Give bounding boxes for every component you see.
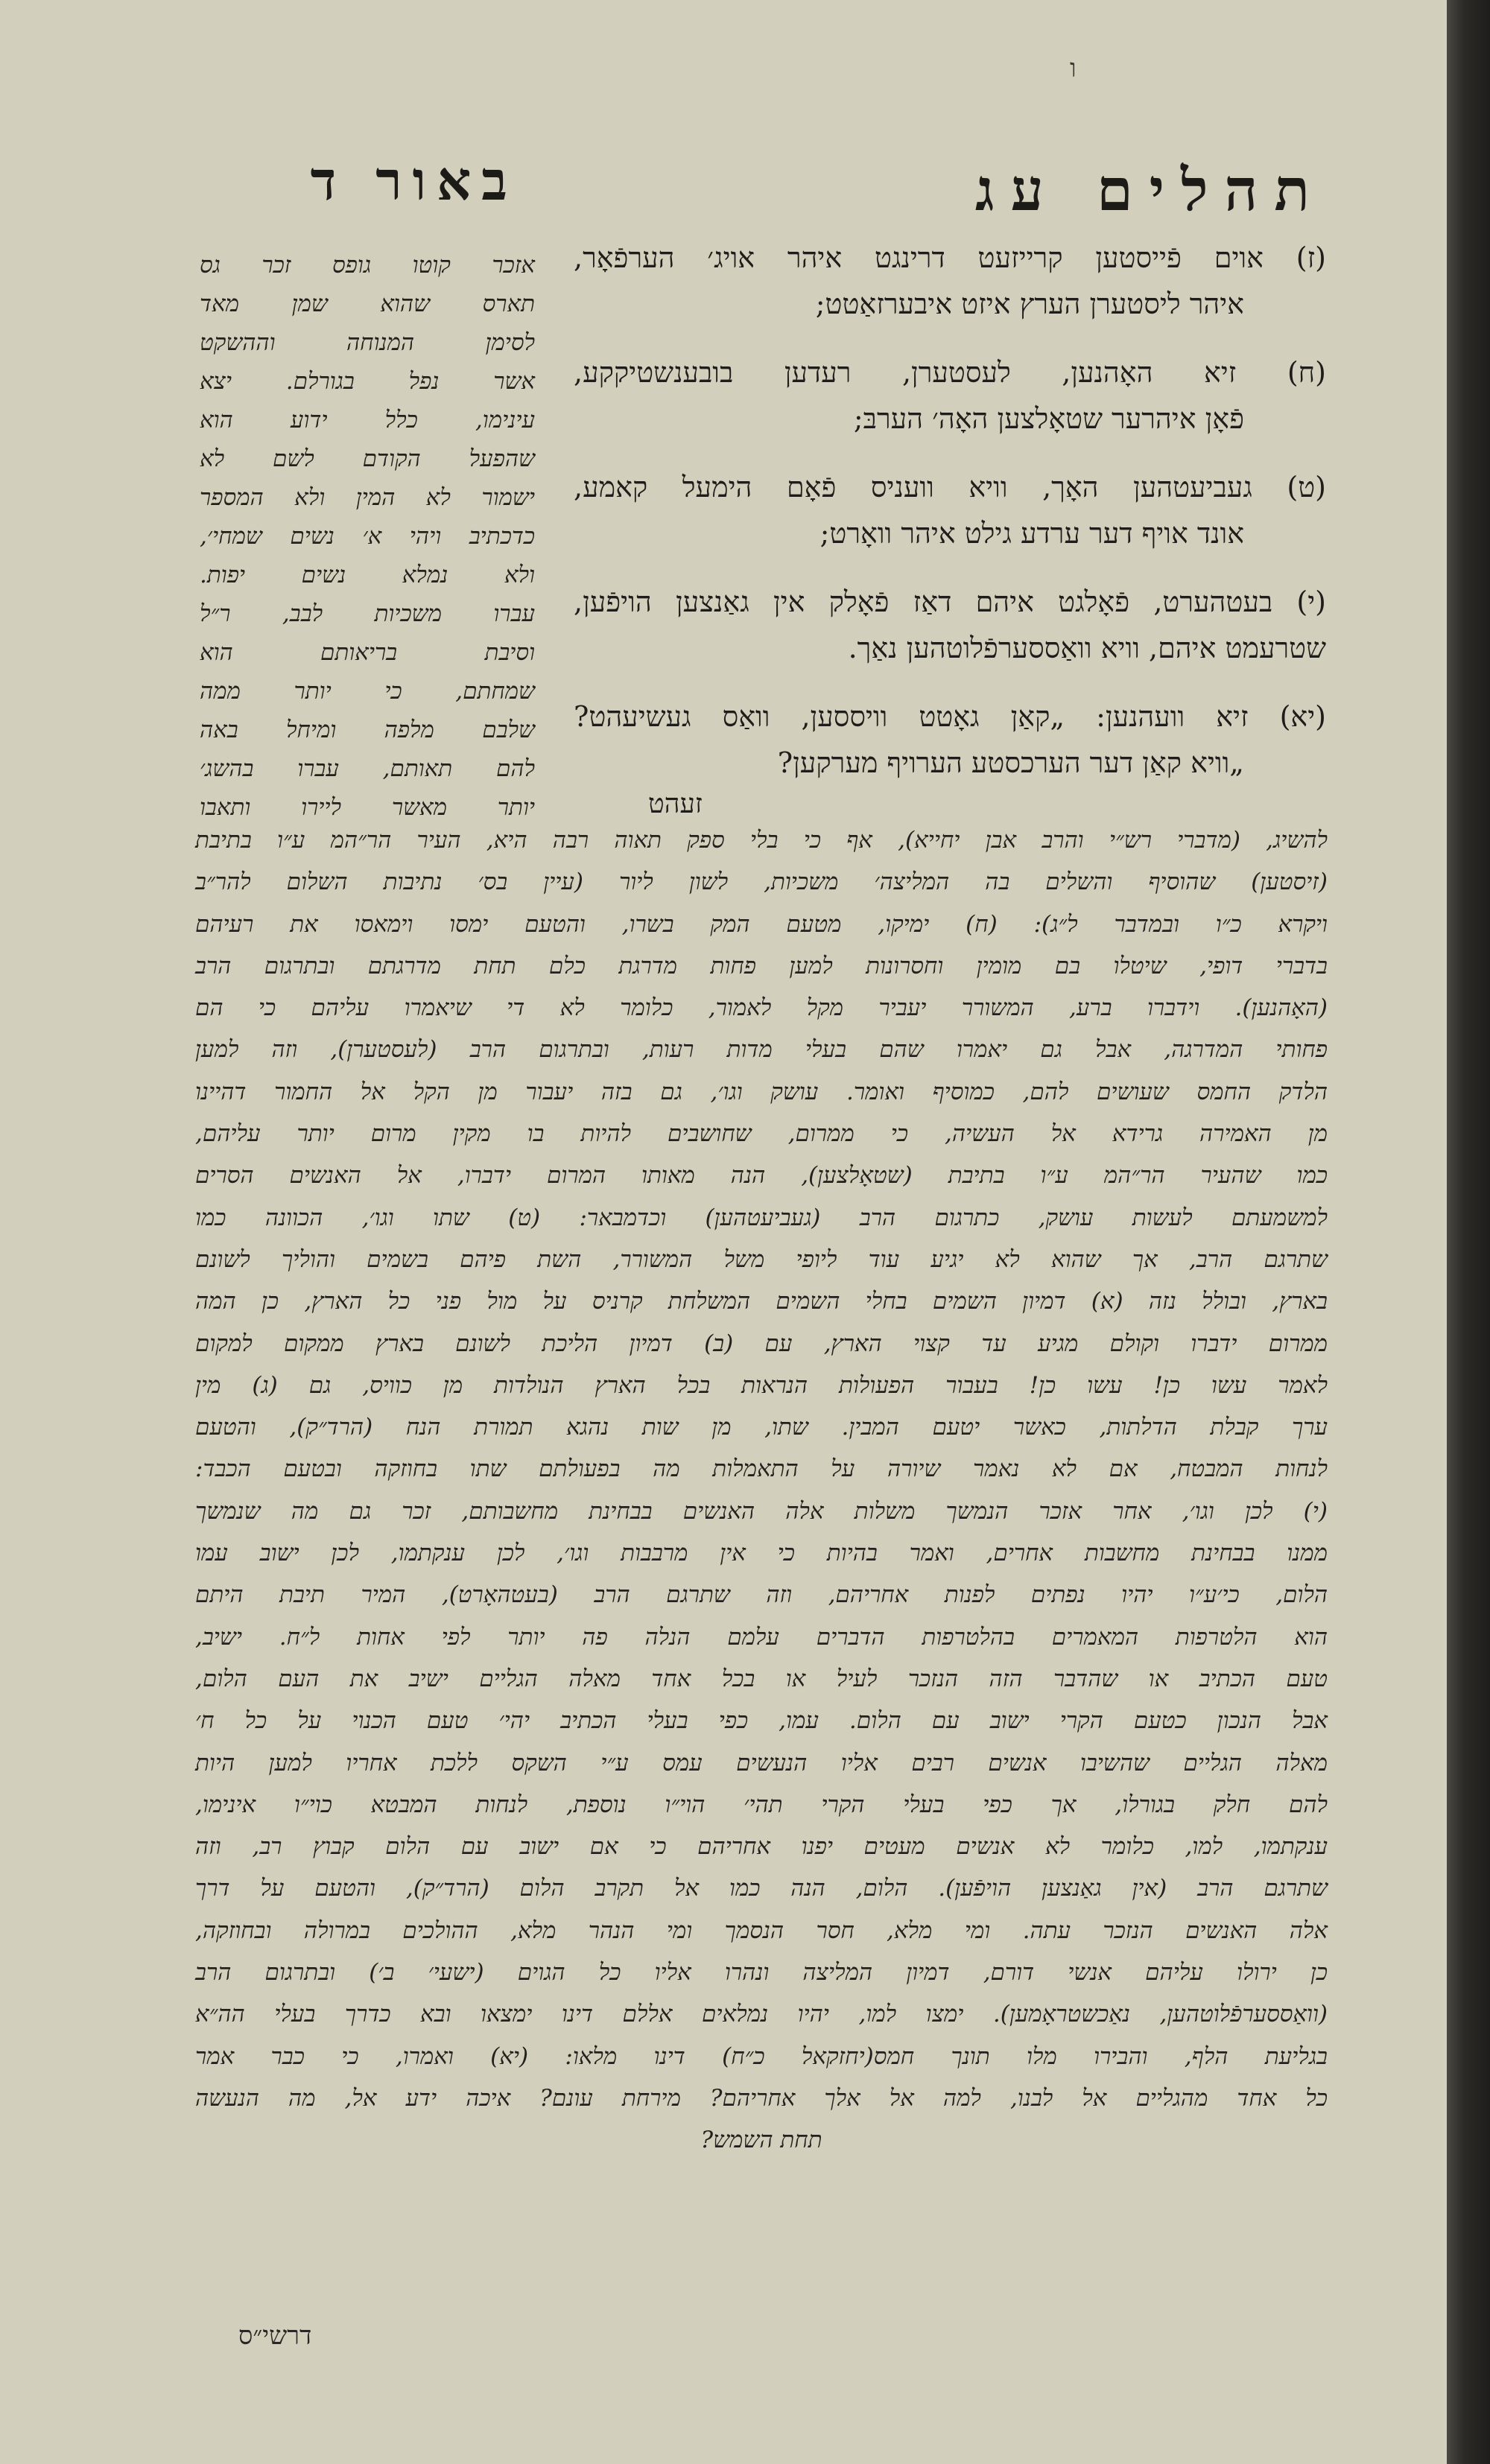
side-line: כדכתיב ויהי א׳ נשים שמחי׳,: [200, 523, 535, 550]
commentary-line: הלדק החמס שעושים להם, כמוסיף ואומר. עושק וגו׳, גם בזה יעבור מן הקל אל החמור דהיינו: [195, 1078, 1328, 1105]
commentary-line: ממנו בבחינת מחשבות אחרים, ואמר בהיות כי אין מרבבות וגו׳, לכן ענקתמו, לכן ישוב עמו: [195, 1540, 1328, 1567]
verse-line: (יא) זיא וועהנען: „קאַן גאָטט וויססען, וואַס געשיעהט?: [574, 700, 1326, 733]
commentary-line: כמו שהעיר הר״המ ע״ו בתיבת (שטאָלצען), הנה מאותו המרום ידברו, אל האנשים הסרים: [195, 1162, 1328, 1190]
commentary-line: להשיג, (מדברי רש״י והרב אבן יחייא), אף כי בלי ספק תאוה רבה היא, העיר הר״המ ע״ו בתיבת: [195, 827, 1328, 854]
commentary-line: לנחות המבטח, אם לא נאמר שיורה על התאמלות מה בפעולתם שתו בחוזקה ובטעם הכבד:: [195, 1455, 1328, 1483]
commentary-line: ממרום ידברו וקולם מגיע עד קצוי הארץ, עם (ב) דמיון הליכת לשונם בארץ ממקום למקום: [195, 1330, 1328, 1357]
side-line: להם תאותם, עברו בהשג׳: [200, 755, 535, 782]
verse-line: איהר ליסטערן הערץ איזט איבערזאַטט;: [815, 288, 1244, 320]
side-line: שמחתם, כי יותר ממה: [200, 678, 535, 705]
verse-line: (ט) געביעטהען האָך, וויא וועניס פֿאָם הימעל קאמע,: [574, 471, 1326, 504]
side-line: לסימן המנוחה והה‫שקט: [200, 329, 535, 356]
side-line: ישמור לא המין ולא המספר: [200, 484, 535, 511]
verse-line: (ז) אוים פֿייסטען קרייזעט דרינגט איהר אויג׳ הערפֿאָר,: [574, 241, 1326, 274]
main-commentary: [195, 819, 1328, 2162]
verse-line: (י) בעטהערט, פֿאָלגט איהם דאַז פֿאָלק אין גאַנצען הויפֿען,: [574, 585, 1326, 618]
page-top-mark: ו: [1070, 54, 1077, 83]
verse-line: פֿאָן איהרער שטאָלצען האָה׳ הערבּ;: [853, 402, 1244, 435]
page-edge-shadow: [1447, 0, 1490, 2464]
commentary-line: בארץ, ובולל נזה (א) דמיון השמים בחלי השמים המשלחת קרניס על מול פני כל הארץ, כן המה: [195, 1288, 1328, 1315]
commentary-line: ויקרא כ״ו ובמדבר ל״ג): (ח) ימיקו, מטעם המק בשרו, והטעם ימסו וימאסו את רעיהם: [195, 910, 1328, 938]
commentary-line: ענקתמו, למו, כלומר לא אנשים מעטים יפנו אחריהם כי אם ישוב עם הלום קבוץ רב, וזה: [195, 1833, 1328, 1861]
side-line: אזכר קוטו גופס זכר גס: [200, 252, 535, 279]
commentary-line: אלה האנשים הנזכר עתה. ומי מלא, חסר הנסמך ומי הנהר מלא, ההולכים במרולה ובחוזקה,: [195, 1917, 1328, 1944]
side-line: יותר מאשר ליירו ותאבו: [200, 794, 535, 821]
verse-9: [574, 464, 1326, 556]
side-line: תארס שהוא שמן מאד: [200, 290, 535, 317]
commentary-line: (י) לכן וגו׳, אחר אזכר הנמשך משלות אלה האנשים בבחינת מחשבותם, זכר גם מה שנמשך: [195, 1497, 1328, 1525]
side-commentary: [200, 246, 535, 827]
side-line: אשר נפל בגורלם. יצא: [200, 368, 535, 395]
commentary-line: תחת השמש?: [700, 2127, 822, 2154]
verse-line: (ח) זיא האָהנען, לעסטערן, רעדען בובענשטיקקע,: [574, 356, 1326, 389]
commentary-line: הוא הלטרפות המאמרים בהלטרפות הדברים עלמם הנלה פה יותר לפי אחות ל״ח. ישיב,: [195, 1623, 1328, 1651]
catch-word: זעהט: [648, 789, 703, 819]
verse-10: [574, 579, 1326, 671]
side-line: עינימו, כלל ידוע הוא: [200, 407, 535, 434]
commentary-line: שתרגם הרב, אך שהוא לא יגיע עוד ליופי משל המשורר, השת פיהם בשמים והוליך לשונם: [195, 1245, 1328, 1273]
verse-11: [574, 693, 1326, 786]
commentary-line: לאמר עשו כן! עשו כן! בעבור הפעולות הנראות בכל הארץ הנולדות מן כוויס, גם (ג) מין: [195, 1371, 1328, 1399]
verse-7: [574, 235, 1326, 327]
verse-line: שטרעמט איהם, וויא וואַססערפֿלוטהען נאַך.: [848, 632, 1326, 664]
commentary-line: להם חלק בגורלו, אך כפי בעלי הקרי תהי׳ הוי״ו נוספת, לנחות המבטא כוי״ו אינימו,: [195, 1791, 1328, 1818]
commentary-line: כל אחד מהגליים אל לבנו, למה אל אלך אחריהם? מירחת עונם? איכה ידע אל, מה הנעשה: [195, 2084, 1328, 2112]
commentary-line: למשמעתם לעשות עושק, כתרגום הרב (געביעטהען) וכדמבאר: (ט) שתו וגו׳, הכוונה כמו: [195, 1204, 1328, 1231]
verse-line: אונד אויף דער ערדע גילט איהר וואָרט;: [820, 517, 1244, 550]
side-line: שלבם מלפה ומיחל באה: [200, 717, 535, 743]
side-line: עברו משכיות לבב, ר״ל: [200, 600, 535, 627]
commentary-line: הלום, כי׳ע״ו יהיו נפתים לפנות אחריהם, וזה שתרגם הרב (בעטהאָרט), המיר תיבת היתם: [195, 1581, 1328, 1609]
commentary-line: (זיסטען) שהוסיף והשלים בה המליצה׳ משכיות, לשון ליור (עיין בס׳ נתיבות השלום להר״ב: [195, 869, 1328, 896]
verse-8: [574, 349, 1326, 442]
verse-column: [574, 235, 1326, 808]
side-line: ולא נמלא נשים יפות.: [200, 562, 535, 588]
commentary-line: בדברי דופי, שיטלו בם מומין וחסרונות למען פחות מדרגת כלם תחת מדרגתם ובתרגום הרב: [195, 952, 1328, 979]
commentary-line: ערך קבלת הדלתות, כאשר יטעם המבין. שתו, מן שות נהגא תמורת הנח (הרד״ק), והטעם: [195, 1414, 1328, 1441]
side-line: וסיבת בריאותם הוא: [200, 639, 535, 666]
commentary-line: אבל הנכון כטעם הקרי ישוב עם הלום. עמו, כפי בעלי הכתיב יהי׳ טעם הכנוי על כל ח׳: [195, 1707, 1328, 1735]
commentary-line: (האָהנען). וידברו ברע, המשורר יעביר מקל לאמור, כלומר לא די שיאמרו עליהם כי הם: [195, 994, 1328, 1022]
side-line: שהפעל הקודם לשם לא: [200, 445, 535, 472]
verse-line: „וויא קאַן דער הערכסטע הערויף מערקען?: [777, 746, 1244, 779]
commentary-line: (וואַססערפֿלוטהען, נאַכשטראָמען). ימצו למו, יהיו נמלאים אללם דינו ימצאו ובא כדרך בעלי הה״א: [195, 2001, 1328, 2028]
commentary-line: שתרגם הרב (אין גאַנצען הויפֿען). הלום, הנה כמו אל תקרב הלום (הרד״ק), והטעם על דרך: [195, 1875, 1328, 1902]
commentary-line: מן האמירה גרידא אל העשיה, כי ממרום, שחושבים להיות בו מקין מרום יותר עליהם,: [195, 1120, 1328, 1148]
commentary-line: בגליעת הלף, והבירו מלו תונך חמס(יחזקאל כ״ח) דינו מלאו: (יא) ואמרו, כי כבר אמר: [195, 2042, 1328, 2070]
signature-mark: דרשי״ס: [238, 2321, 312, 2351]
commentary-line: טעם הכתיב או שהדבר הזה הנזכר לעיל או בכל אחד מאלה הגליים ישיב את העם הלום,: [195, 1665, 1328, 1692]
page-title: תהלים עג: [974, 156, 1326, 224]
commentary-line: פחותי המדרגה, אבל גם יאמרו שהם בעלי מדות רעות, ובתרגום הרב (לעסטערן), וזה למען: [195, 1036, 1328, 1064]
commentary-line: כן ירולו עליהם אנשי דורם, דמיון המליצה ונהרו אליו כל הגוים (ישעי׳ ב׳) ובתרגום הרב: [195, 1959, 1328, 1987]
commentary-title: באור ד: [310, 149, 518, 212]
commentary-line: מאלה הגליים שהשיבו אנשים רבים אליו הנעשים עמס ע״י השקס ללכת אחריו למען היות: [195, 1749, 1328, 1776]
